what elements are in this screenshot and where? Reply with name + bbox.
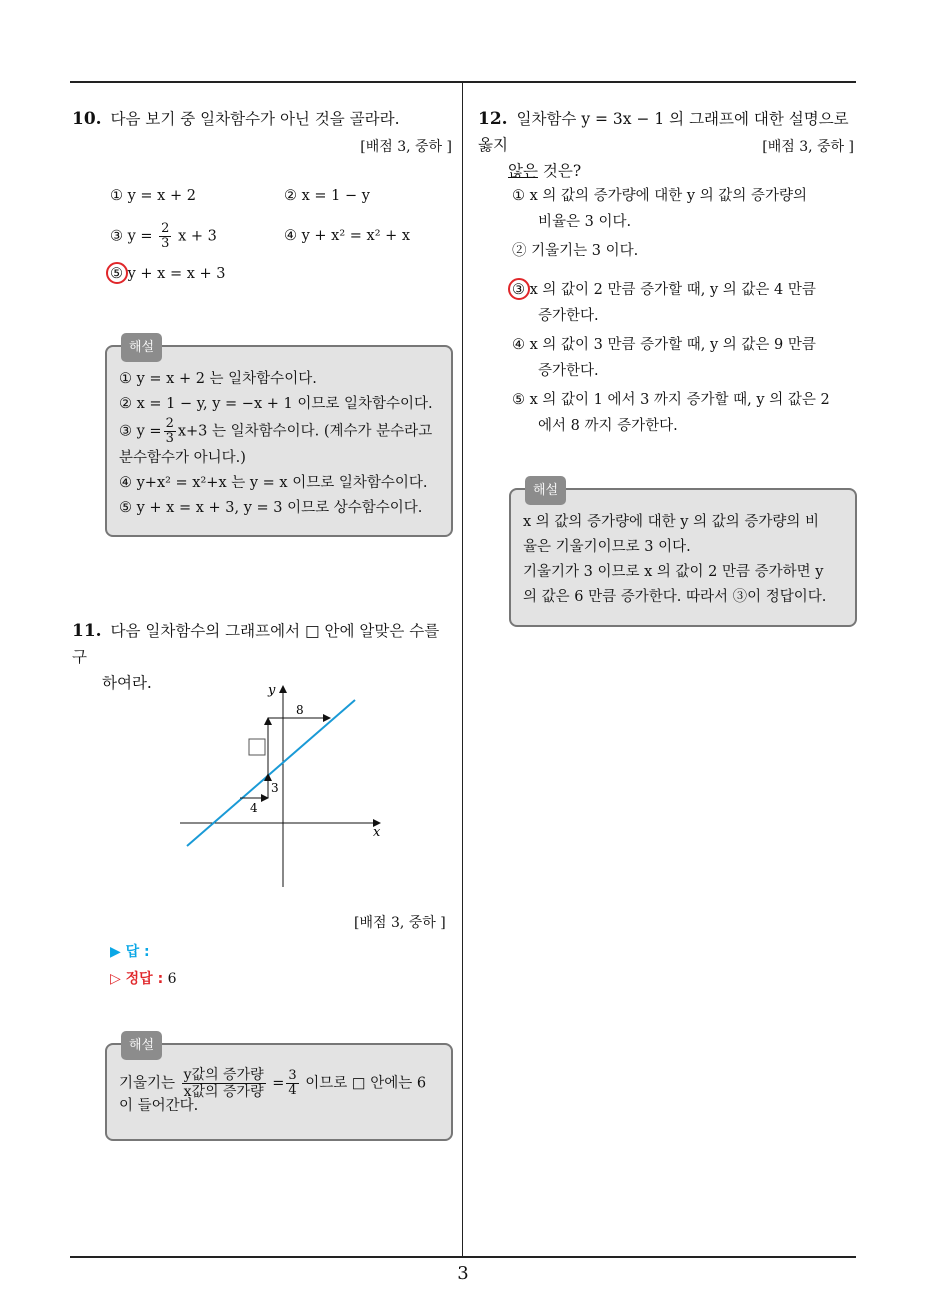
q12-option-1[interactable]: ① x 의 값의 증가량에 대한 y 의 값의 증가량의 <box>512 188 807 204</box>
q11-solution-line-2: 이 들어간다. <box>119 1098 199 1114</box>
q10-solution-line-5: ④ y+x² = x²+x 는 y = x 이므로 일차함수이다. <box>119 475 428 491</box>
q12-text-underlined: 않은 <box>508 162 538 180</box>
run-label-small: 4 <box>250 801 258 815</box>
q12-option-4-cont: 증가한다. <box>538 363 599 379</box>
q10-selected-mark <box>106 262 128 284</box>
q11-solution-tag: 해설 <box>121 1031 162 1060</box>
q12-solution-line-2: 율은 기울기이므로 3 이다. <box>523 539 691 555</box>
q11-correct-value: 6 <box>167 971 177 987</box>
q12-option-5[interactable]: ⑤ x 의 값이 1 에서 3 까지 증가할 때, y 의 값은 2 <box>512 392 830 408</box>
top-rule <box>70 81 856 83</box>
blank-box <box>249 739 265 755</box>
q10-text: 다음 보기 중 일차함수가 아닌 것을 골라라. <box>110 110 400 128</box>
q11-correct-label: ▷ 정답 : 6 <box>110 971 177 987</box>
q12-text-1: 일차함수 y = 3x − 1 의 그래프에 대한 설명으로 옳지 <box>478 110 849 154</box>
q12-solution-line-1: x 의 값의 증가량에 대한 y 의 값의 증가량의 비 <box>523 514 819 530</box>
run-label-large: 8 <box>296 703 304 717</box>
q11-solution-box <box>105 1038 453 1141</box>
q11-solution-line-1: 기울기는 $\frac{\text{y값의 증가량}}{\text{x값의 증가량}}$ = $\frac{3}{4}$ 이므로 □ 안에는 6 <box>119 1067 427 1100</box>
q12-selected-mark <box>508 278 530 300</box>
q10-option-3[interactable]: ③ y = $\frac{2}{3}$ x + 3 <box>110 221 217 251</box>
rise-label-small: 3 <box>271 781 279 795</box>
question-10 <box>72 106 452 155</box>
q10-solution-line-2: ② x = 1 − y, y = −x + 1 이므로 일차함수이다. <box>119 396 433 412</box>
q12-points: [배점 3, 중하 ] <box>762 139 854 155</box>
q10-solution-line-1: ① y = x + 2 는 일차함수이다. <box>119 371 317 387</box>
y-axis-label: y <box>268 683 276 698</box>
q11-number: 11. <box>72 621 102 641</box>
q10-points: [배점 3, 중하 ] <box>360 139 452 155</box>
q10-solution-line-3: ③ y = $\frac{2}{3}$ x+3 는 일차함수이다. (계수가 분수라고 <box>119 416 433 446</box>
q10-header <box>72 106 452 132</box>
q10-solution-tag: 해설 <box>121 333 162 362</box>
q11-text-1: 다음 일차함수의 그래프에서 □ 안에 알맞은 수를 구 <box>72 622 440 666</box>
q10-option-4[interactable]: ④ y + x² = x² + x <box>284 228 411 244</box>
q11-text-2: 하여라. <box>102 674 152 692</box>
x-axis-label: x <box>373 825 381 840</box>
q12-number: 12. <box>478 109 508 129</box>
q12-option-4[interactable]: ④ x 의 값이 3 만큼 증가할 때, y 의 값은 9 만큼 <box>512 337 816 353</box>
q10-number: 10. <box>72 109 102 129</box>
q11-solution-fraction-2: $\frac{3}{4}$ <box>288 1068 297 1098</box>
q10-solution-line-6: ⑤ y + x = x + 3, y = 3 이므로 상수함수이다. <box>119 500 423 516</box>
question-12 <box>478 106 858 184</box>
q12-solution-tag: 해설 <box>525 476 566 505</box>
q12-option-1-cont: 비율은 3 이다. <box>538 214 632 230</box>
q12-option-3-cont: 증가한다. <box>538 308 599 324</box>
bottom-rule <box>70 1256 856 1258</box>
q11-solution-fraction: $\frac{\text{y값의 증가량}}{\text{x값의 증가량}}$ <box>183 1067 264 1100</box>
q12-solution-line-3: 기울기가 3 이므로 x 의 값이 2 만큼 증가하면 y <box>523 564 824 580</box>
q12-solution-line-4: 의 값은 6 만큼 증가한다. 따라서 ③이 정답이다. <box>523 589 827 605</box>
q10-solution-line-4: 분수함수가 아니다.) <box>119 450 246 466</box>
q10-option-3-fraction: $\frac{2}{3}$ <box>161 221 170 251</box>
q12-option-3[interactable]: ③ x 의 값이 2 만큼 증가할 때, y 의 값은 4 만큼 <box>512 282 816 298</box>
q10-option-1[interactable]: ① y = x + 2 <box>110 188 196 204</box>
q10-option-5[interactable]: ⑤ y + x = x + 3 <box>110 266 226 282</box>
q11-answer-label: ▶ 답 : <box>110 944 150 960</box>
function-line <box>187 700 355 846</box>
q10-solution-box <box>105 340 453 537</box>
q11-graph <box>170 680 390 895</box>
q10-option-2[interactable]: ② x = 1 − y <box>284 188 370 204</box>
q10-solution-fraction: $\frac{2}{3}$ <box>165 416 174 446</box>
q12-text-2: 것은? <box>537 162 582 180</box>
q11-points: [배점 3, 중하 ] <box>354 915 446 931</box>
q12-solution-box <box>509 483 857 627</box>
column-divider <box>462 83 463 1257</box>
q12-option-5-cont: 에서 8 까지 증가한다. <box>538 418 678 434</box>
q12-option-2[interactable]: ② 기울기는 3 이다. <box>512 243 639 259</box>
page-number: 3 <box>457 1263 469 1284</box>
